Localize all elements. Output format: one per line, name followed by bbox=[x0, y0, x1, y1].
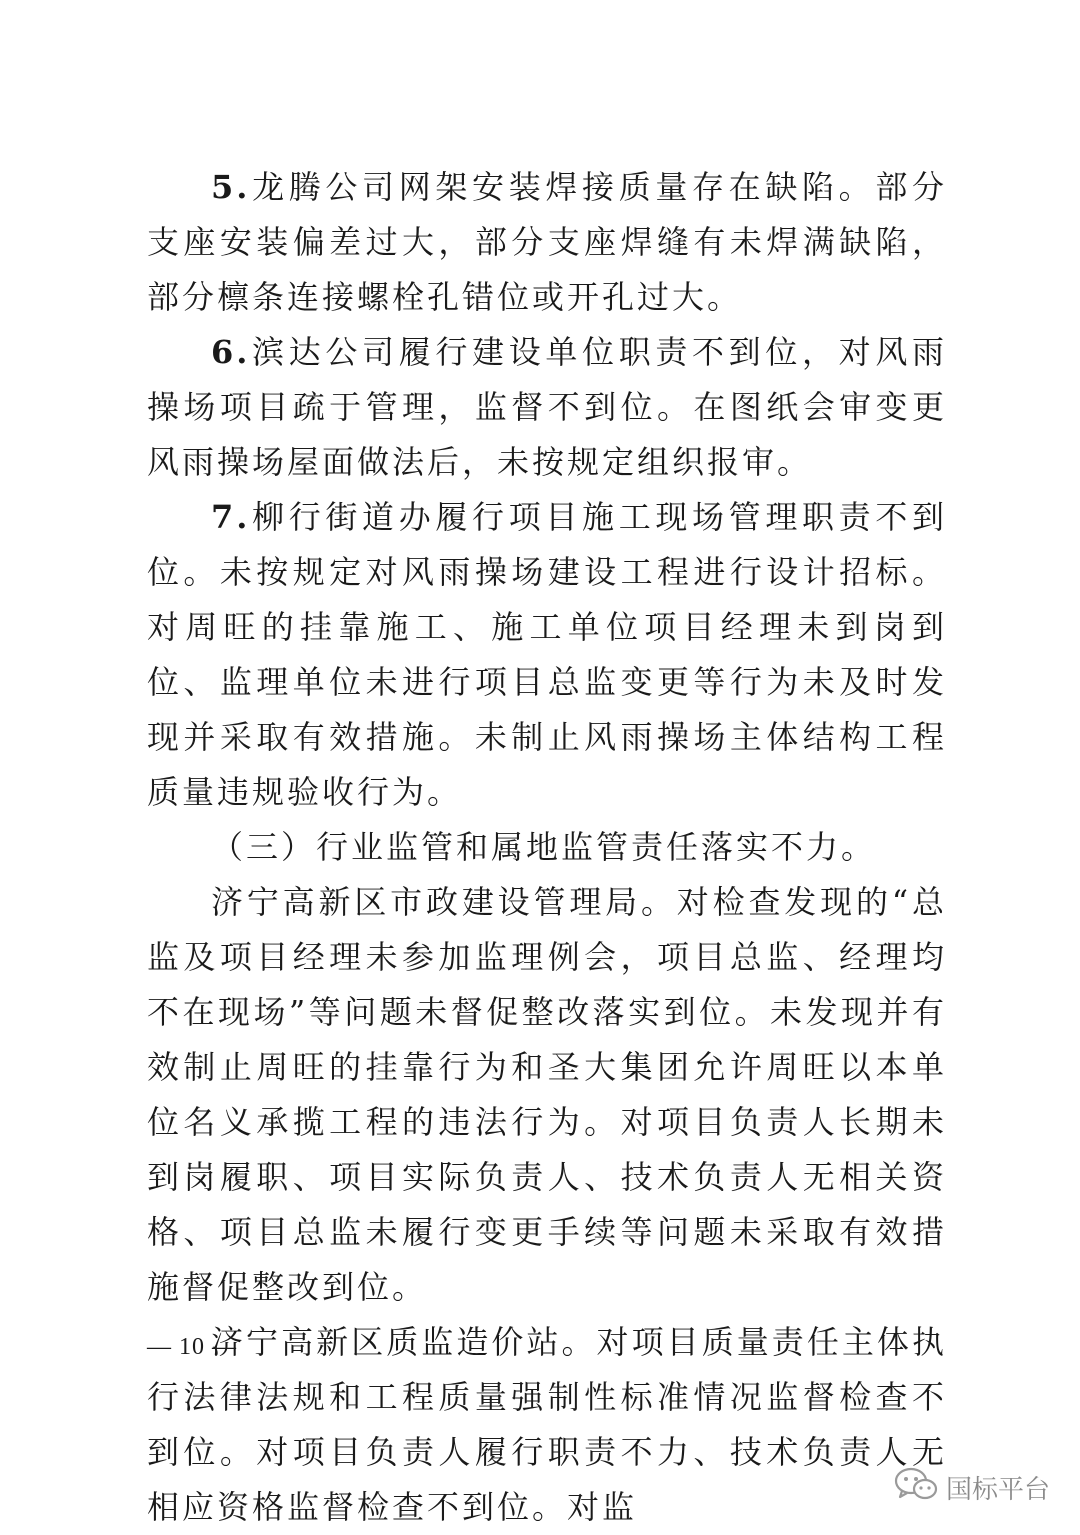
paragraph-text: 龙腾公司网架安装焊接质量存在缺陷。部分支座安装偏差过大，部分支座焊缝有未焊满缺陷，部分檩条连接螺栓孔错位或开孔过大。 bbox=[147, 168, 947, 316]
item-number: 7. bbox=[211, 498, 251, 536]
paragraph-municipal-bureau: 济宁高新区市政建设管理局。对检查发现的“总监及项目经理未参加监理例会，项目总监、经理均不在现场”等问题未督促整改落实到位。未发现并有效制止周旺的挂靠行为和圣大集团允许周旺以本单位名义承揽工程的违法行为。对项目负责人长期未到岗履职、项目实际负责人、技术负责人无相关资格、项目总监未履行变更手续等问题未采取有效措施督促整改到位。 bbox=[147, 883, 947, 1306]
paragraph-text: 滨达公司履行建设单位职责不到位，对风雨操场项目疏于管理，监督不到位。在图纸会审变更风雨操场屋面做法后，未按规定组织报审。 bbox=[147, 333, 947, 481]
watermark-text: 国标平台 bbox=[945, 1475, 1050, 1505]
paragraph-quality-station: 济宁高新区质监造价站。对项目质量责任主体执行法律法规和工程质量强制性标准情况监督检查不到位。对项目负责人履行职责不力、技术负责人无相应资格监督检查不到位。对监 bbox=[147, 1323, 947, 1526]
wechat-icon bbox=[894, 1466, 938, 1509]
watermark bbox=[894, 1466, 1050, 1509]
item-number: 6. bbox=[211, 333, 251, 371]
page-number: — 10 — bbox=[147, 1334, 237, 1360]
document-body bbox=[147, 160, 947, 1535]
section-heading: （三）行业监管和属地监管责任落实不力。 bbox=[211, 828, 877, 866]
item-number: 5. bbox=[211, 168, 251, 206]
paragraph-item-7 bbox=[147, 490, 947, 820]
paragraph-item-6 bbox=[147, 325, 947, 490]
paragraph-item-5 bbox=[147, 160, 947, 325]
paragraph-text: 柳行街道办履行项目施工现场管理职责不到位。未按规定对风雨操场建设工程进行设计招标。对周旺的挂靠施工、施工单位项目经理未到岗到位、监理单位未进行项目总监变更等行为未及时发现并采取有效措施。未制止风雨操场主体结构工程质量违规验收行为。 bbox=[147, 498, 947, 811]
